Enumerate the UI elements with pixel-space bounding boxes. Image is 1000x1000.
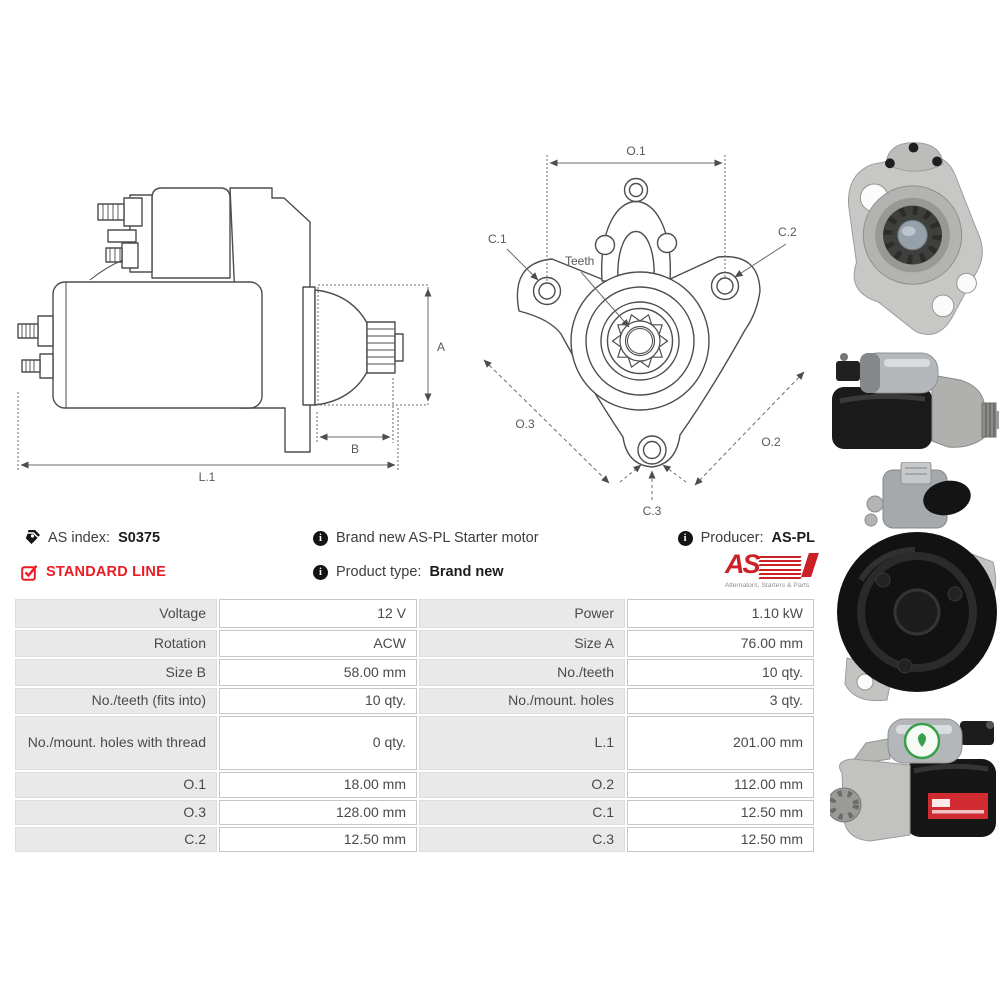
dim-a-label: A	[437, 340, 446, 354]
spec-value: 18.00 mm	[219, 772, 417, 798]
spec-label: C.2	[15, 827, 217, 852]
product-type-row	[313, 561, 539, 583]
spec-label: No./mount. holes with thread	[15, 716, 217, 770]
mount-flange	[303, 287, 315, 405]
spec-label: No./mount. holes	[419, 688, 625, 714]
spec-value: 112.00 mm	[627, 772, 814, 798]
product-type-value: Brand new	[429, 564, 504, 580]
drive-bell	[315, 290, 367, 405]
starter-front-photo	[827, 134, 999, 344]
producer-value: AS-PL	[771, 530, 815, 546]
teeth-label: Teeth	[565, 254, 595, 268]
tag-icon	[21, 530, 40, 547]
spec-label: Size A	[419, 630, 625, 657]
as-pl-logo	[719, 549, 815, 589]
as-pl-logo-tagline: Alternators, Starters & Parts	[724, 582, 810, 589]
description-text: Brand new AS-PL Starter motor	[336, 530, 539, 546]
as-index-value: S0375	[118, 530, 161, 546]
spec-label: O.3	[15, 800, 217, 825]
solenoid	[152, 188, 230, 278]
badge-column-left	[21, 527, 166, 583]
standard-line-label: STANDARD LINE	[46, 564, 166, 580]
dim-o2-label: O.2	[761, 435, 781, 449]
spec-label: No./teeth	[419, 659, 625, 686]
spec-value: 12.50 mm	[627, 827, 814, 852]
technical-drawing-front	[468, 133, 828, 528]
dim-c2-label: C.2	[778, 225, 797, 239]
spec-value: 128.00 mm	[219, 800, 417, 825]
spec-value: 3 qty.	[627, 688, 814, 714]
pinion-cap	[395, 334, 403, 361]
as-pl-logo-bar	[801, 553, 819, 577]
spec-label: Power	[419, 599, 625, 628]
dim-c3-label: C.3	[642, 504, 662, 518]
product-type-label: Product type:	[336, 564, 422, 580]
spec-value: 76.00 mm	[627, 630, 814, 657]
as-index-row	[21, 527, 166, 549]
standard-line-row	[21, 561, 166, 583]
dim-c1-label: C.1	[488, 232, 507, 246]
technical-drawing-side	[10, 140, 455, 505]
info-icon	[313, 565, 328, 580]
dim-b-label: B	[350, 442, 360, 456]
motor-body	[53, 282, 262, 408]
as-index-label: AS index:	[48, 530, 111, 546]
spec-value: ACW	[219, 630, 417, 657]
spec-value: 12.50 mm	[627, 800, 814, 825]
spec-label: L.1	[419, 716, 625, 770]
spec-value: 12.50 mm	[219, 827, 417, 852]
spec-label: C.1	[419, 800, 625, 825]
info-icon	[313, 531, 328, 546]
spec-value: 0 qty.	[219, 716, 417, 770]
producer-row	[678, 527, 815, 549]
starter-angle-photo	[830, 715, 1000, 860]
info-icon	[678, 531, 693, 546]
spec-table	[15, 599, 816, 852]
spec-value: 58.00 mm	[219, 659, 417, 686]
spec-label: O.2	[419, 772, 625, 798]
dim-o3-label: O.3	[515, 417, 535, 431]
spec-label: Rotation	[15, 630, 217, 657]
spec-label: No./teeth (fits into)	[15, 688, 217, 714]
badge-column-middle	[313, 527, 539, 583]
as-pl-logo-text: AS	[725, 549, 759, 579]
producer-label: Producer:	[700, 530, 764, 546]
pinion-gear	[367, 322, 395, 373]
spec-value: 1.10 kW	[627, 599, 814, 628]
dim-o1-label: O.1	[626, 144, 646, 158]
starter-side-photo	[830, 347, 1000, 459]
spec-value: 201.00 mm	[627, 716, 814, 770]
spec-value: 10 qty.	[219, 688, 417, 714]
check-square-icon	[21, 564, 38, 581]
spec-label: Voltage	[15, 599, 217, 628]
as-pl-logo-stripes	[759, 556, 801, 579]
description-row	[313, 527, 539, 549]
spec-label: C.3	[419, 827, 625, 852]
starter-rear-photo	[835, 462, 1000, 702]
spec-label: O.1	[15, 772, 217, 798]
dim-l1-label: L.1	[198, 470, 216, 484]
badge-column-right	[678, 527, 815, 589]
spec-value: 12 V	[219, 599, 417, 628]
spec-value: 10 qty.	[627, 659, 814, 686]
spec-label: Size B	[15, 659, 217, 686]
product-info-strip	[15, 527, 815, 599]
